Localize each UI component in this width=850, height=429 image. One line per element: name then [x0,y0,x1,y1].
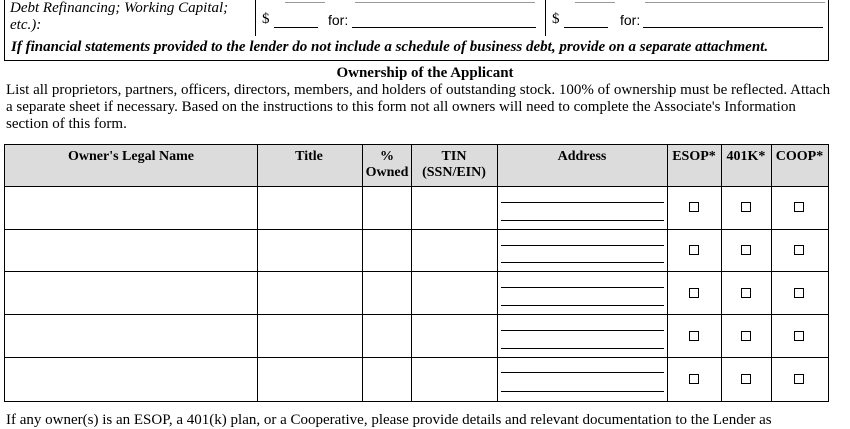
amount-field-1[interactable] [274,27,318,28]
ownership-instructions: List all proprietors, partners, officers, directors, members, and holders of outstanding stock. 100% of ownership must be reflected. Attach a separate sheet if necessary. Based on the instructions to this form not all owners will need to complete the Associate's Information section of this form. [6,82,831,132]
for-label: for: [328,12,349,28]
col-header-tin: TIN (SSN/EIN) [422,149,486,180]
divider [255,0,256,36]
owner-title-field[interactable] [258,230,361,270]
col-header-coop: COOP* [775,149,824,164]
column-divider [497,145,498,401]
owner-tin-field[interactable] [412,358,496,399]
address-line-2[interactable] [501,348,664,349]
owner-pct-field[interactable] [363,187,410,228]
401k-checkbox[interactable] [741,288,751,298]
owner-title-field[interactable] [258,358,361,399]
address-line-2[interactable] [501,220,664,221]
coop-checkbox[interactable] [794,245,804,255]
owner-name-field[interactable] [6,230,256,270]
address-line-1[interactable] [501,372,664,373]
financial-statement-note [4,36,829,61]
coop-checkbox[interactable] [794,374,804,384]
401k-checkbox[interactable] [741,245,751,255]
address-line-1[interactable] [501,330,664,331]
owner-title-field[interactable] [258,187,361,228]
divider [355,2,535,3]
purpose-field-1[interactable] [352,27,536,28]
owner-pct-field[interactable] [363,230,410,270]
owner-name-field[interactable] [6,358,256,399]
address-line-1[interactable] [501,245,664,246]
divider [285,2,325,3]
owner-name-field[interactable] [6,315,256,356]
col-header-401k: 401K* [726,149,766,164]
401k-checkbox[interactable] [741,331,751,341]
address-line-2[interactable] [501,391,664,392]
purpose-field-2[interactable] [643,27,823,28]
owner-title-field[interactable] [258,272,361,313]
owner-name-field[interactable] [6,272,256,313]
ownership-heading: Ownership of the Applicant [336,65,514,81]
table-header [5,145,828,187]
owner-tin-field[interactable] [412,187,496,228]
note-text: If financial statements provided to the lender do not include a schedule of business debt, provide on a separate attachment. [11,39,769,55]
owner-pct-field[interactable] [363,315,410,356]
owner-tin-field[interactable] [412,315,496,356]
owner-tin-field[interactable] [412,272,496,313]
owner-pct-field[interactable] [363,358,410,399]
col-header-esop: ESOP* [672,149,716,164]
owner-tin-field[interactable] [412,230,496,270]
for-label: for: [620,12,641,28]
col-header-name: Owner's Legal Name [68,149,194,164]
coop-checkbox[interactable] [794,202,804,212]
esop-checkbox[interactable] [689,331,699,341]
esop-checkbox[interactable] [689,288,699,298]
col-header-pct: % Owned [365,149,409,180]
401k-checkbox[interactable] [741,202,751,212]
divider [545,0,546,36]
esop-footnote: If any owner(s) is an ESOP, a 401(k) plan, or a Cooperative, please provide details and relevant documentation to the Lender as [6,412,772,428]
owner-title-field[interactable] [258,315,361,356]
ownership-table [4,144,829,402]
divider [575,2,615,3]
divider [645,2,825,3]
owner-name-field[interactable] [6,187,256,228]
esop-checkbox[interactable] [689,374,699,384]
currency-symbol: $ [552,11,560,27]
401k-checkbox[interactable] [741,374,751,384]
coop-checkbox[interactable] [794,288,804,298]
address-line-1[interactable] [501,287,664,288]
column-divider [667,145,668,401]
address-line-2[interactable] [501,262,664,263]
debt-refinancing-label: Debt Refinancing; Working Capital; etc.): [10,0,229,33]
address-line-1[interactable] [501,202,664,203]
col-header-address: Address [557,149,607,164]
amount-field-2[interactable] [564,27,608,28]
column-divider [771,145,772,401]
esop-checkbox[interactable] [689,202,699,212]
esop-checkbox[interactable] [689,245,699,255]
owner-pct-field[interactable] [363,272,410,313]
column-divider [721,145,722,401]
currency-symbol: $ [262,11,270,27]
col-header-title: Title [295,149,323,164]
address-line-2[interactable] [501,305,664,306]
coop-checkbox[interactable] [794,331,804,341]
